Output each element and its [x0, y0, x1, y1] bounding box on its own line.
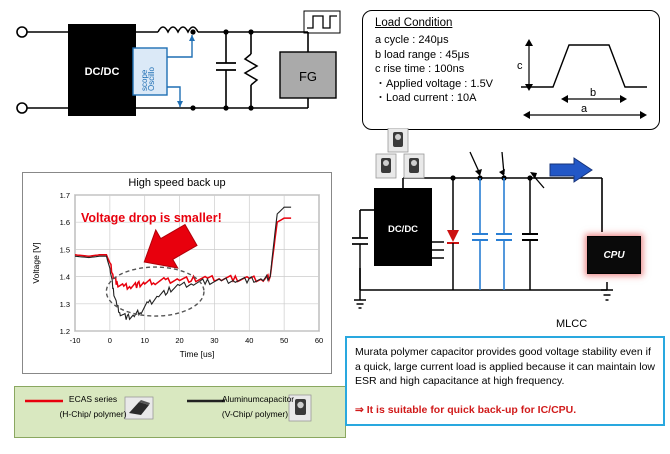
cpu-chip: [587, 236, 641, 274]
y-axis-label: Voltage [V]: [31, 242, 41, 284]
legend-sublabel-ecas: (H-Chip/ polymer): [59, 409, 127, 419]
y-tick-label: 1.7: [59, 191, 70, 200]
y-tick-label: 1.3: [59, 299, 70, 309]
y-tick-label: 1.5: [59, 245, 70, 255]
v-chip-photo: [376, 154, 396, 178]
x-tick-label: 20: [175, 336, 184, 345]
legend-label-aluminum: Aluminumcapacitor: [221, 394, 295, 404]
conclusion-result: ⇒ It is suitable for quick back-up for IC/CPU.: [355, 404, 577, 416]
y-tick-label: 1.6: [59, 218, 70, 228]
conclusion-text: Murata polymer capacitor provides good voltage stability even if a quick, large current load is applied because it can maintain low ESR and high capacitance at high frequency.: [355, 346, 656, 387]
x-tick-label: -10: [69, 336, 81, 345]
load-condition-title: Load Condition: [375, 17, 453, 29]
legend-label-ecas: ECAS series: [68, 394, 118, 404]
voltage-chart: [22, 172, 332, 374]
svg-text:FG: FG: [298, 69, 318, 84]
wave-label-b: b: [590, 87, 597, 99]
svg-text:scope: scope: [140, 69, 149, 91]
blue-right-arrow: [548, 156, 594, 184]
svg-text:Oscillo: Oscillo: [147, 66, 156, 91]
chart-annotation: Voltage drop is smaller!: [81, 211, 222, 225]
chart-legend: [14, 386, 346, 438]
x-tick-label: 30: [210, 336, 219, 345]
top-measurement-circuit: [8, 8, 353, 133]
load-condition-line: b load range : 45μs: [375, 48, 470, 61]
y-tick-label: 1.2: [59, 327, 70, 336]
wave-label-c: c: [517, 60, 523, 72]
x-tick-label: 0: [107, 336, 112, 345]
mlcc-label: MLCC: [556, 318, 588, 330]
load-condition-lines: [375, 33, 493, 106]
load-condition-line: c rise time : 100ns: [375, 63, 465, 75]
v-chip-photo: [388, 128, 408, 152]
x-tick-label: 50: [279, 336, 289, 345]
load-condition-box: [362, 10, 660, 130]
load-condition-line: a cycle : 240μs: [375, 34, 449, 46]
chart-plot: [23, 173, 331, 373]
legend-sublabel-aluminum: (V-Chip/ polymer): [221, 409, 289, 419]
cap-photo-group: [344, 128, 464, 188]
chart-title: High speed back up: [128, 177, 226, 189]
cpu-label: CPU: [603, 249, 625, 261]
wave-label-a: a: [581, 103, 588, 115]
x-axis-label: Time [us]: [179, 349, 215, 359]
y-tick-label: 1.4: [59, 272, 70, 282]
conclusion-box: [345, 336, 665, 426]
svg-text:DC/DC: DC/DC: [84, 66, 120, 78]
x-tick-label: 10: [140, 336, 149, 345]
x-tick-label: 60: [314, 336, 324, 345]
v-chip-photo: [404, 154, 424, 178]
x-tick-label: 40: [245, 336, 254, 345]
load-condition-line: ・Applied voltage : 1.5V: [375, 77, 494, 90]
load-condition-line: ・Load current : 10A: [375, 92, 477, 104]
svg-text:DC/DC: DC/DC: [387, 224, 419, 235]
load-waveform-diagram: [513, 25, 653, 128]
